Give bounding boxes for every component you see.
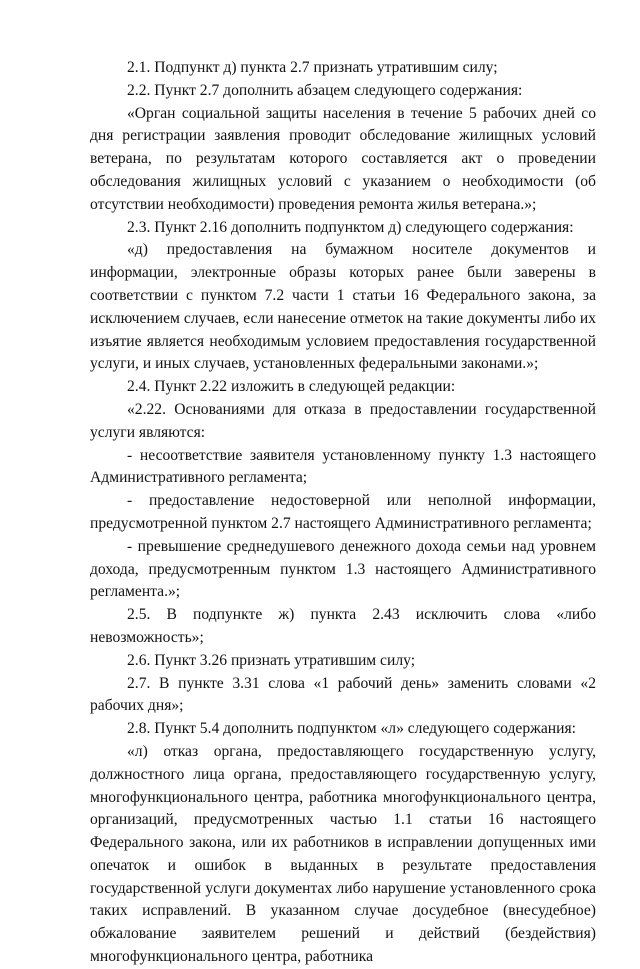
paragraph-2-3: 2.3. Пункт 2.16 дополнить подпунктом д) следующего содержания:	[127, 218, 574, 236]
paragraph-2-3-quote: «д) предоставления на бумажном носителе документов и информации, электронные образы которых ранее были заверены в соответствии с пунктом 7.2 части 1 статьи 16 Федерального закона, за исключением случаев, если нанесение отметок на такие документы либо их изъятие является необходимым условием предоставления государственной услуги, и иных случаев, установленных федеральными законами.»;	[90, 241, 596, 373]
list-item-refusal-2: - предоставление недостоверной или неполной информации, предусмотренной пунктом 2.7 настоящего Административного регламента;	[90, 492, 596, 532]
paragraph-2-2-quote: «Орган социальной защиты населения в течение 5 рабочих дней со дня регистрации заявления проводит обследование жилищных условий ветерана, по результатам которого составляется акт о проведении обследования жилищных условий с указанием о необходимости (об отсутствии необходимости) проведения ремонта жилья ветерана.»;	[90, 104, 596, 213]
paragraph-2-6: 2.6. Пункт 3.26 признать утратившим силу;	[127, 651, 416, 669]
paragraph-2-2: 2.2. Пункт 2.7 дополнить абзацем следующего содержания:	[127, 81, 523, 99]
paragraph-2-4: 2.4. Пункт 2.22 изложить в следующей редакции:	[127, 378, 456, 396]
list-item-refusal-1: - несоответствие заявителя установленному пункту 1.3 настоящего Административного регламента;	[90, 446, 596, 487]
paragraph-2-7: 2.7. В пункте 3.31 слова «1 рабочий день» заменить словами «2 рабочих дня»;	[90, 674, 596, 715]
paragraph-2-8: 2.8. Пункт 5.4 дополнить подпунктом «л» следующего содержания:	[127, 720, 577, 738]
paragraph-2-5: 2.5. В подпункте ж) пункта 2.43 исключить слова «либо невозможность»;	[90, 606, 596, 646]
paragraph-2-8-quote: «л) отказ органа, предоставляющего государственную услугу, должностного лица органа, предоставляющего государственную услугу, многофункционального центра, работника многофункционального центра, организаций, предусмотренных частью 1.1 статьи 16 настоящего Федерального закона, или их работников в исправлении допущенных ими опечаток и ошибок в выданных в результате предоставления государственной услуги документах либо нарушение установленного срока таких исправлений. В указанном случае досудебное (внесудебное) обжалование заявителем решений и действий (бездействия) многофункционального центра, работника	[90, 742, 596, 966]
paragraph-2-4-quote: «2.22. Основаниями для отказа в предоставлении государственной услуги являются:	[90, 400, 596, 441]
paragraph-2-1: 2.1. Подпункт д) пункта 2.7 признать утратившим силу;	[127, 59, 498, 76]
list-item-refusal-3: - превышение среднедушевого денежного дохода семьи над уровнем дохода, предусмотренным пунктом 1.3 настоящего Административного регламента.»;	[90, 537, 596, 601]
document-page	[90, 57, 596, 969]
